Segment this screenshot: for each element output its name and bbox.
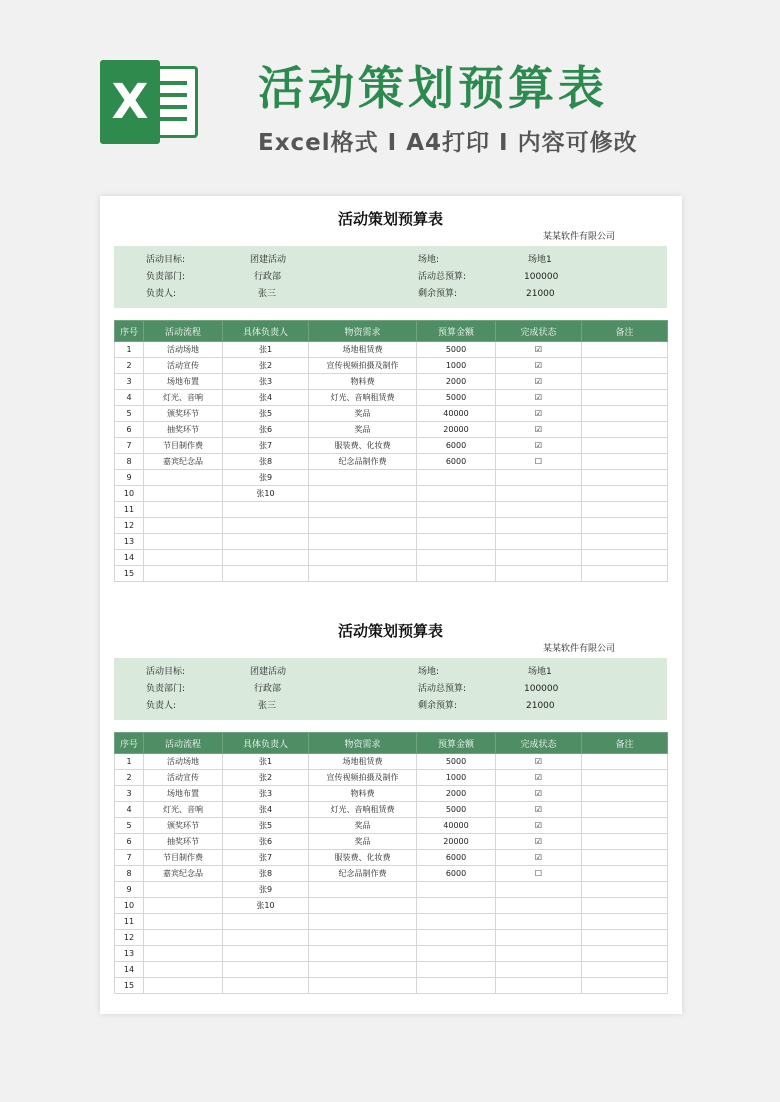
- cell-materials[interactable]: [309, 518, 417, 534]
- document-page: [100, 196, 682, 1014]
- column-header-materials: 物资需求: [309, 733, 417, 754]
- cell-materials[interactable]: [309, 946, 417, 962]
- cell-process[interactable]: 节目制作费: [144, 438, 223, 454]
- cell-budget[interactable]: [417, 978, 496, 994]
- venue-label: 场地:: [418, 667, 440, 677]
- cell-seq: 11: [115, 502, 144, 518]
- column-header-budget: 预算金额: [417, 733, 496, 754]
- cell-remark[interactable]: [582, 502, 668, 518]
- cell-owner[interactable]: 张6: [223, 834, 309, 850]
- status-checkbox[interactable]: ☑: [496, 358, 582, 374]
- status-checkbox[interactable]: ☑: [496, 422, 582, 438]
- cell-materials[interactable]: [309, 978, 417, 994]
- banner-title: 活动策划预算表: [258, 61, 608, 115]
- status-checkbox[interactable]: ☑: [496, 850, 582, 866]
- cell-owner[interactable]: 张4: [223, 390, 309, 406]
- total-budget-label: 活动总预算:: [418, 684, 467, 694]
- cell-remark[interactable]: [582, 374, 668, 390]
- cell-budget[interactable]: [417, 470, 496, 486]
- cell-seq: 14: [115, 550, 144, 566]
- cell-remark[interactable]: [582, 470, 668, 486]
- sheet-title: 活动策划预算表: [337, 210, 443, 228]
- cell-owner[interactable]: [223, 518, 309, 534]
- cell-budget[interactable]: [417, 518, 496, 534]
- column-header-status: 完成状态: [496, 733, 582, 754]
- cell-owner[interactable]: [223, 502, 309, 518]
- cell-budget[interactable]: 40000: [417, 818, 496, 834]
- remaining-budget-value[interactable]: 21000: [526, 701, 555, 711]
- cell-remark[interactable]: [582, 358, 668, 374]
- cell-budget[interactable]: [417, 914, 496, 930]
- cell-materials[interactable]: [309, 550, 417, 566]
- cell-budget[interactable]: 2000: [417, 786, 496, 802]
- cell-process[interactable]: 场地布置: [144, 786, 223, 802]
- cell-materials[interactable]: [309, 914, 417, 930]
- info-panel: [114, 658, 667, 720]
- cell-owner[interactable]: 张1: [223, 342, 309, 358]
- sheet-title: 活动策划预算表: [337, 622, 443, 640]
- cell-process[interactable]: [144, 882, 223, 898]
- cell-seq: 8: [115, 454, 144, 470]
- table-row: [115, 802, 668, 818]
- table-row: [115, 390, 668, 406]
- cell-budget[interactable]: [417, 534, 496, 550]
- table-row: [115, 818, 668, 834]
- table-row: [115, 850, 668, 866]
- cell-materials[interactable]: [309, 470, 417, 486]
- column-header-seq: 序号: [115, 321, 144, 342]
- cell-process[interactable]: [144, 898, 223, 914]
- cell-materials[interactable]: 奖品: [309, 818, 417, 834]
- cell-materials[interactable]: [309, 534, 417, 550]
- remaining-budget-value[interactable]: 21000: [526, 289, 555, 299]
- status-checkbox[interactable]: [496, 486, 582, 502]
- cell-process[interactable]: 颁奖环节: [144, 818, 223, 834]
- status-checkbox[interactable]: [496, 930, 582, 946]
- cell-remark[interactable]: [582, 438, 668, 454]
- cell-seq: 12: [115, 930, 144, 946]
- cell-process[interactable]: 抽奖环节: [144, 422, 223, 438]
- cell-owner[interactable]: 张9: [223, 882, 309, 898]
- cell-materials[interactable]: 奖品: [309, 422, 417, 438]
- cell-budget[interactable]: [417, 898, 496, 914]
- cell-budget[interactable]: 6000: [417, 438, 496, 454]
- total-budget-value[interactable]: 100000: [524, 684, 559, 694]
- table-row: [115, 898, 668, 914]
- status-checkbox[interactable]: ☑: [496, 754, 582, 770]
- cell-materials[interactable]: 场地租赁费: [309, 754, 417, 770]
- cell-remark[interactable]: [582, 930, 668, 946]
- cell-remark[interactable]: [582, 754, 668, 770]
- cell-seq: 10: [115, 486, 144, 502]
- status-checkbox[interactable]: [496, 898, 582, 914]
- cell-process[interactable]: [144, 978, 223, 994]
- status-checkbox[interactable]: ☑: [496, 770, 582, 786]
- budget-table: [114, 732, 668, 994]
- cell-owner[interactable]: [223, 566, 309, 582]
- cell-remark[interactable]: [582, 342, 668, 358]
- table-row: [115, 534, 668, 550]
- cell-owner[interactable]: 张8: [223, 454, 309, 470]
- cell-remark[interactable]: [582, 406, 668, 422]
- cell-seq: 7: [115, 438, 144, 454]
- cell-seq: 2: [115, 770, 144, 786]
- status-checkbox[interactable]: ☑: [496, 834, 582, 850]
- cell-process[interactable]: 颁奖环节: [144, 406, 223, 422]
- table-header-row: [115, 321, 668, 342]
- status-checkbox[interactable]: ☑: [496, 818, 582, 834]
- cell-process[interactable]: [144, 930, 223, 946]
- cell-budget[interactable]: [417, 566, 496, 582]
- table-header-row: [115, 733, 668, 754]
- table-row: [115, 358, 668, 374]
- cell-materials[interactable]: 纪念品制作费: [309, 866, 417, 882]
- cell-process[interactable]: [144, 486, 223, 502]
- cell-owner[interactable]: [223, 962, 309, 978]
- owner-value[interactable]: 张三: [258, 289, 277, 299]
- budget-sheet-1: [114, 208, 667, 582]
- cell-budget[interactable]: 1000: [417, 358, 496, 374]
- column-header-process: 活动流程: [144, 321, 223, 342]
- venue-label: 场地:: [418, 255, 440, 265]
- dept-label: 负责部门:: [146, 272, 186, 282]
- cell-seq: 10: [115, 898, 144, 914]
- cell-owner[interactable]: 张3: [223, 374, 309, 390]
- cell-seq: 1: [115, 342, 144, 358]
- table-row: [115, 834, 668, 850]
- cell-materials[interactable]: [309, 882, 417, 898]
- cell-process[interactable]: 灯光、音响: [144, 390, 223, 406]
- status-checkbox[interactable]: ☑: [496, 374, 582, 390]
- status-checkbox[interactable]: [496, 518, 582, 534]
- status-checkbox[interactable]: [496, 914, 582, 930]
- cell-process[interactable]: 场地布置: [144, 374, 223, 390]
- cell-materials[interactable]: [309, 486, 417, 502]
- budget-sheet-2: [114, 620, 667, 994]
- cell-seq: 8: [115, 866, 144, 882]
- status-checkbox[interactable]: ☑: [496, 390, 582, 406]
- cell-process[interactable]: 活动宣传: [144, 358, 223, 374]
- cell-materials[interactable]: [309, 566, 417, 582]
- status-checkbox[interactable]: [496, 566, 582, 582]
- cell-seq: 4: [115, 802, 144, 818]
- cell-owner[interactable]: 张9: [223, 470, 309, 486]
- cell-process[interactable]: 活动场地: [144, 754, 223, 770]
- column-header-budget: 预算金额: [417, 321, 496, 342]
- banner-subtitle: Excel格式 I A4打印 I 内容可修改: [258, 130, 638, 156]
- cell-budget[interactable]: 5000: [417, 754, 496, 770]
- cell-budget[interactable]: 1000: [417, 770, 496, 786]
- cell-process[interactable]: 抽奖环节: [144, 834, 223, 850]
- cell-owner[interactable]: 张4: [223, 802, 309, 818]
- cell-seq: 4: [115, 390, 144, 406]
- cell-remark[interactable]: [582, 786, 668, 802]
- cell-process[interactable]: [144, 502, 223, 518]
- column-header-seq: 序号: [115, 733, 144, 754]
- owner-value[interactable]: 张三: [258, 701, 277, 711]
- cell-remark[interactable]: [582, 566, 668, 582]
- info-panel: [114, 246, 667, 308]
- cell-seq: 6: [115, 834, 144, 850]
- table-row: [115, 946, 668, 962]
- table-row: [115, 486, 668, 502]
- cell-process[interactable]: [144, 946, 223, 962]
- status-checkbox[interactable]: [496, 502, 582, 518]
- cell-seq: 13: [115, 946, 144, 962]
- cell-owner[interactable]: 张10: [223, 898, 309, 914]
- cell-materials[interactable]: 纪念品制作费: [309, 454, 417, 470]
- logo-letter: X: [100, 60, 160, 144]
- cell-seq: 14: [115, 962, 144, 978]
- cell-seq: 6: [115, 422, 144, 438]
- column-header-owner: 具体负责人: [223, 733, 309, 754]
- company-name: 某某软件有限公司: [542, 232, 615, 242]
- cell-owner[interactable]: [223, 946, 309, 962]
- owner-label: 负责人:: [146, 701, 177, 711]
- table-row: [115, 754, 668, 770]
- cell-process[interactable]: [144, 518, 223, 534]
- cell-remark[interactable]: [582, 802, 668, 818]
- table-row: [115, 978, 668, 994]
- cell-seq: 9: [115, 882, 144, 898]
- status-checkbox[interactable]: [496, 946, 582, 962]
- table-row: [115, 374, 668, 390]
- cell-process[interactable]: 嘉宾纪念品: [144, 866, 223, 882]
- cell-seq: 3: [115, 374, 144, 390]
- cell-budget[interactable]: 2000: [417, 374, 496, 390]
- column-header-status: 完成状态: [496, 321, 582, 342]
- cell-budget[interactable]: [417, 882, 496, 898]
- table-row: [115, 518, 668, 534]
- cell-seq: 5: [115, 406, 144, 422]
- cell-budget[interactable]: 5000: [417, 390, 496, 406]
- cell-remark[interactable]: [582, 946, 668, 962]
- cell-remark[interactable]: [582, 850, 668, 866]
- column-header-remark: 备注: [582, 321, 668, 342]
- cell-materials[interactable]: 灯光、音响租赁费: [309, 390, 417, 406]
- cell-process[interactable]: 灯光、音响: [144, 802, 223, 818]
- cell-process[interactable]: [144, 470, 223, 486]
- cell-materials[interactable]: 物料费: [309, 786, 417, 802]
- cell-budget[interactable]: [417, 930, 496, 946]
- cell-materials[interactable]: 物料费: [309, 374, 417, 390]
- cell-owner[interactable]: 张5: [223, 818, 309, 834]
- table-row: [115, 406, 668, 422]
- cell-budget[interactable]: 40000: [417, 406, 496, 422]
- cell-remark[interactable]: [582, 550, 668, 566]
- status-checkbox[interactable]: ☑: [496, 342, 582, 358]
- cell-remark[interactable]: [582, 534, 668, 550]
- cell-process[interactable]: [144, 914, 223, 930]
- excel-logo-icon: [100, 60, 200, 144]
- remaining-budget-label: 剩余预算:: [418, 289, 458, 299]
- cell-remark[interactable]: [582, 866, 668, 882]
- dept-value[interactable]: 行政部: [254, 272, 282, 282]
- status-checkbox[interactable]: ☑: [496, 406, 582, 422]
- status-checkbox[interactable]: [496, 534, 582, 550]
- cell-process[interactable]: [144, 962, 223, 978]
- cell-seq: 1: [115, 754, 144, 770]
- table-row: [115, 438, 668, 454]
- column-header-owner: 具体负责人: [223, 321, 309, 342]
- cell-seq: 5: [115, 818, 144, 834]
- total-budget-label: 活动总预算:: [418, 272, 467, 282]
- cell-remark[interactable]: [582, 882, 668, 898]
- cell-materials[interactable]: [309, 962, 417, 978]
- cell-budget[interactable]: 6000: [417, 866, 496, 882]
- cell-process[interactable]: 活动宣传: [144, 770, 223, 786]
- remaining-budget-label: 剩余预算:: [418, 701, 458, 711]
- venue-value[interactable]: 场地1: [528, 255, 552, 265]
- total-budget-value[interactable]: 100000: [524, 272, 559, 282]
- cell-seq: 12: [115, 518, 144, 534]
- cell-budget[interactable]: 6000: [417, 454, 496, 470]
- cell-process[interactable]: [144, 550, 223, 566]
- cell-seq: 7: [115, 850, 144, 866]
- table-row: [115, 454, 668, 470]
- cell-process[interactable]: 节目制作费: [144, 850, 223, 866]
- status-checkbox[interactable]: [496, 470, 582, 486]
- cell-owner[interactable]: 张1: [223, 754, 309, 770]
- banner: [0, 0, 780, 190]
- cell-budget[interactable]: [417, 946, 496, 962]
- table-row: [115, 962, 668, 978]
- cell-remark[interactable]: [582, 390, 668, 406]
- cell-process[interactable]: [144, 566, 223, 582]
- cell-materials[interactable]: 宣传视频拍摄及制作: [309, 358, 417, 374]
- cell-owner[interactable]: 张5: [223, 406, 309, 422]
- cell-materials[interactable]: 奖品: [309, 406, 417, 422]
- cell-owner[interactable]: [223, 930, 309, 946]
- status-checkbox[interactable]: ☑: [496, 802, 582, 818]
- table-row: [115, 914, 668, 930]
- cell-remark[interactable]: [582, 978, 668, 994]
- cell-owner[interactable]: [223, 534, 309, 550]
- table-row: [115, 882, 668, 898]
- table-row: [115, 566, 668, 582]
- column-header-process: 活动流程: [144, 733, 223, 754]
- cell-materials[interactable]: [309, 898, 417, 914]
- cell-budget[interactable]: [417, 550, 496, 566]
- cell-owner[interactable]: 张7: [223, 438, 309, 454]
- goal-value[interactable]: 团建活动: [250, 255, 287, 265]
- cell-owner[interactable]: 张2: [223, 770, 309, 786]
- dept-value[interactable]: 行政部: [254, 684, 282, 694]
- cell-remark[interactable]: [582, 518, 668, 534]
- cell-budget[interactable]: 20000: [417, 834, 496, 850]
- table-row: [115, 770, 668, 786]
- status-checkbox[interactable]: [496, 962, 582, 978]
- company-name: 某某软件有限公司: [542, 644, 615, 654]
- goal-label: 活动目标:: [146, 667, 186, 677]
- cell-remark[interactable]: [582, 422, 668, 438]
- status-checkbox[interactable]: [496, 978, 582, 994]
- cell-seq: 15: [115, 978, 144, 994]
- table-row: [115, 786, 668, 802]
- cell-owner[interactable]: 张2: [223, 358, 309, 374]
- cell-owner[interactable]: 张10: [223, 486, 309, 502]
- cell-materials[interactable]: [309, 930, 417, 946]
- owner-label: 负责人:: [146, 289, 177, 299]
- cell-remark[interactable]: [582, 818, 668, 834]
- cell-seq: 15: [115, 566, 144, 582]
- cell-materials[interactable]: [309, 502, 417, 518]
- cell-seq: 3: [115, 786, 144, 802]
- budget-table: [114, 320, 668, 582]
- cell-budget[interactable]: 6000: [417, 850, 496, 866]
- cell-seq: 2: [115, 358, 144, 374]
- cell-materials[interactable]: 服装费、化妆费: [309, 850, 417, 866]
- cell-materials[interactable]: 场地租赁费: [309, 342, 417, 358]
- cell-materials[interactable]: 灯光、音响租赁费: [309, 802, 417, 818]
- column-header-remark: 备注: [582, 733, 668, 754]
- dept-label: 负责部门:: [146, 684, 186, 694]
- status-checkbox[interactable]: ☐: [496, 866, 582, 882]
- status-checkbox[interactable]: ☑: [496, 438, 582, 454]
- cell-process[interactable]: [144, 534, 223, 550]
- cell-remark[interactable]: [582, 962, 668, 978]
- column-header-materials: 物资需求: [309, 321, 417, 342]
- cell-seq: 9: [115, 470, 144, 486]
- table-row: [115, 930, 668, 946]
- table-row: [115, 866, 668, 882]
- cell-owner[interactable]: [223, 550, 309, 566]
- cell-materials[interactable]: 服装费、化妆费: [309, 438, 417, 454]
- table-row: [115, 470, 668, 486]
- cell-owner[interactable]: [223, 914, 309, 930]
- status-checkbox[interactable]: [496, 550, 582, 566]
- cell-budget[interactable]: [417, 962, 496, 978]
- status-checkbox[interactable]: ☐: [496, 454, 582, 470]
- goal-value[interactable]: 团建活动: [250, 667, 287, 677]
- cell-materials[interactable]: 奖品: [309, 834, 417, 850]
- status-checkbox[interactable]: ☑: [496, 786, 582, 802]
- cell-budget[interactable]: 5000: [417, 342, 496, 358]
- cell-remark[interactable]: [582, 454, 668, 470]
- table-row: [115, 422, 668, 438]
- cell-owner[interactable]: 张8: [223, 866, 309, 882]
- cell-owner[interactable]: 张3: [223, 786, 309, 802]
- cell-process[interactable]: 嘉宾纪念品: [144, 454, 223, 470]
- cell-remark[interactable]: [582, 914, 668, 930]
- table-row: [115, 342, 668, 358]
- cell-materials[interactable]: 宣传视频拍摄及制作: [309, 770, 417, 786]
- cell-seq: 11: [115, 914, 144, 930]
- cell-seq: 13: [115, 534, 144, 550]
- status-checkbox[interactable]: [496, 882, 582, 898]
- cell-remark[interactable]: [582, 834, 668, 850]
- cell-owner[interactable]: 张6: [223, 422, 309, 438]
- cell-process[interactable]: 活动场地: [144, 342, 223, 358]
- table-row: [115, 550, 668, 566]
- cell-budget[interactable]: [417, 502, 496, 518]
- cell-remark[interactable]: [582, 486, 668, 502]
- goal-label: 活动目标:: [146, 255, 186, 265]
- cell-budget[interactable]: [417, 486, 496, 502]
- cell-budget[interactable]: 5000: [417, 802, 496, 818]
- table-row: [115, 502, 668, 518]
- cell-budget[interactable]: 20000: [417, 422, 496, 438]
- cell-owner[interactable]: 张7: [223, 850, 309, 866]
- cell-remark[interactable]: [582, 898, 668, 914]
- cell-owner[interactable]: [223, 978, 309, 994]
- venue-value[interactable]: 场地1: [528, 667, 552, 677]
- cell-remark[interactable]: [582, 770, 668, 786]
